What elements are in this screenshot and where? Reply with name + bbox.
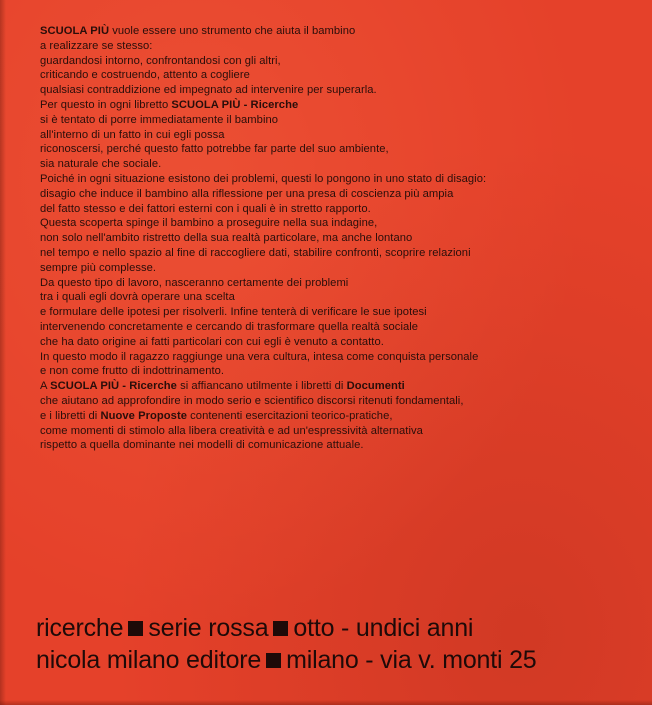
text-line: e formulare delle ipotesi per risolverli. Infine tenterà di verificare le sue ipotesi xyxy=(40,306,427,319)
text-line: come momenti di stimolo alla libera creatività e ad un'espressività alternativa xyxy=(40,424,423,437)
text-line: che ha dato origine ai fatti particolari con cui egli è venuto a contatto. xyxy=(40,335,384,348)
publisher-name: nicola milano editore xyxy=(36,646,262,674)
text-line: rispetto a quella dominante nei modelli di comunicazione attuale. xyxy=(40,439,364,452)
text-line: Poiché in ogni situazione esistono dei problemi, questi lo pongono in uno stato di disagio: xyxy=(40,172,487,185)
text-line: a realizzare se stesso: xyxy=(40,39,153,52)
series-color-label: serie rossa xyxy=(148,614,269,642)
text-line: intervenendo concretamente e cercando di trasformare quella realtà sociale xyxy=(40,320,419,333)
text-line: e i libretti di Nuove Proposte contenenti esercitazioni teorico-pratiche, xyxy=(40,409,393,422)
series-label: ricerche xyxy=(36,614,124,642)
age-range-label: otto - undici anni xyxy=(293,614,474,642)
text-line: e non come frutto di indottrinamento. xyxy=(40,365,225,378)
text-line: A SCUOLA PIÙ - Ricerche si affiancano utilmente i libretti di Documenti xyxy=(40,380,405,393)
series-name: SCUOLA PIÙ - Ricerche xyxy=(50,380,177,393)
brand-name: SCUOLA PIÙ xyxy=(40,25,110,37)
text-line: Questa scoperta spinge il bambino a proseguire nella sua indagine, xyxy=(40,217,378,230)
text-line: all'interno di un fatto in cui egli possa xyxy=(40,128,225,141)
imprint-footer xyxy=(36,612,636,676)
series-name: Nuove Proposte xyxy=(100,409,187,422)
text-line: guardandosi intorno, confrontandosi con gli altri, xyxy=(40,54,281,67)
series-info-row xyxy=(36,612,636,644)
text-line: sempre più complesse. xyxy=(40,261,157,274)
text-line: sia naturale che sociale. xyxy=(40,158,162,171)
text-line: qualsiasi contraddizione ed impegnato ad intervenire per superarla. xyxy=(40,84,377,97)
text-line: del fatto stesso e dei fattori esterni con i quali è in stretto rapporto. xyxy=(40,202,371,215)
text-line: nel tempo e nello spazio al fine di raccogliere dati, stabilire confronti, scoprire relazioni xyxy=(40,246,471,259)
text-line: che aiutano ad approfondire in modo serio e scientifico discorsi ritenuti fondamentali, xyxy=(40,394,464,407)
publisher-address: milano - via v. monti 25 xyxy=(286,646,537,674)
square-bullet-icon xyxy=(266,653,281,668)
series-name: SCUOLA PIÙ - Ricerche xyxy=(171,98,299,111)
square-bullet-icon xyxy=(273,621,288,636)
text-line: Per questo in ogni libretto SCUOLA PIÙ - Ricerche xyxy=(40,98,299,111)
square-bullet-icon xyxy=(128,621,143,636)
text-line: riconoscersi, perché questo fatto potrebbe far parte del suo ambiente, xyxy=(40,143,389,156)
text-line: non solo nell'ambito ristretto della sua realtà particolare, ma anche lontano xyxy=(40,232,413,245)
publisher-info-row xyxy=(36,644,636,676)
description-text xyxy=(40,24,630,453)
text-line: tra i quali egli dovrà operare una scelta xyxy=(40,291,235,304)
text-line: Da questo tipo di lavoro, nasceranno certamente dei problemi xyxy=(40,276,349,289)
series-name: Documenti xyxy=(346,380,405,393)
cover-edge-shadow-bottom xyxy=(0,700,652,705)
text-line: disagio che induce il bambino alla riflessione per una presa di coscienza più ampia xyxy=(40,187,454,200)
text-line: si è tentato di porre immediatamente il bambino xyxy=(40,113,279,126)
text-line: In questo modo il ragazzo raggiunge una vera cultura, intesa come conquista personale xyxy=(40,350,479,363)
cover-edge-shadow-left xyxy=(0,0,6,705)
text-line: criticando e costruendo, attento a cogliere xyxy=(40,69,250,82)
text-line: SCUOLA PIÙ vuole essere uno strumento che aiuta il bambino xyxy=(40,25,356,37)
